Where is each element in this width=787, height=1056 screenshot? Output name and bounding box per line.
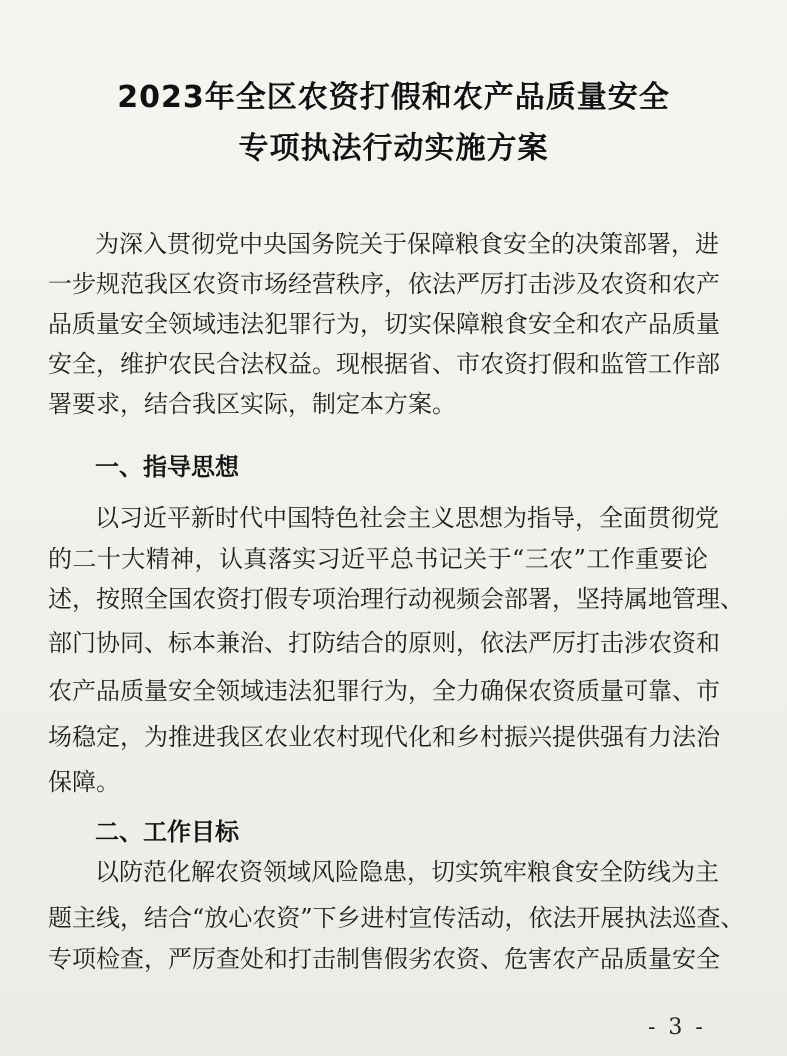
section1-line: 述，按照全国农资打假专项治理行动视频会部署，坚持属地管理、 — [48, 585, 744, 613]
page-number: - 3 - — [648, 1015, 706, 1040]
intro-line: 品质量安全领域违法犯罪行为，切实保障粮食安全和农产品质量 — [48, 310, 720, 338]
section2-line: 以防范化解农资领域风险隐患，切实筑牢粮食安全防线为主 — [95, 858, 719, 886]
section-heading-guiding-ideology: 一、指导思想 — [95, 453, 239, 481]
intro-line: 一步规范我区农资市场经营秩序，依法严厉打击涉及农资和农产 — [48, 270, 720, 298]
section1-line: 农产品质量安全领域违法犯罪行为，全力确保农资质量可靠、市 — [48, 677, 720, 705]
section2-line: 专项检查，严厉查处和打击制售假劣农资、危害农产品质量安全 — [48, 945, 720, 973]
section-heading-work-goals: 二、工作目标 — [95, 818, 239, 846]
intro-line: 安全，维护农民合法权益。现根据省、市农资打假和监管工作部 — [48, 350, 720, 378]
intro-line: 署要求，结合我区实际，制定本方案。 — [48, 390, 456, 418]
section1-line: 部门协同、标本兼治、打防结合的原则，依法严厉打击涉农资和 — [48, 629, 720, 657]
document-title-line-1: 2023年全区农资打假和农产品质量安全 — [117, 80, 670, 115]
section1-line: 保障。 — [48, 768, 120, 796]
section1-line: 的二十大精神，认真落实习近平总书记关于“三农”工作重要论 — [48, 545, 708, 573]
section1-line: 以习近平新时代中国特色社会主义思想为指导，全面贯彻党 — [95, 504, 719, 532]
intro-line: 为深入贯彻党中央国务院关于保障粮食安全的决策部署，进 — [95, 230, 719, 258]
document-title-line-2: 专项执法行动实施方案 — [238, 131, 549, 166]
section1-line: 场稳定，为推进我区农业农村现代化和乡村振兴提供强有力法治 — [48, 723, 720, 751]
section2-line: 题主线，结合“放心农资”下乡进村宣传活动，依法开展执法巡查、 — [48, 904, 745, 932]
